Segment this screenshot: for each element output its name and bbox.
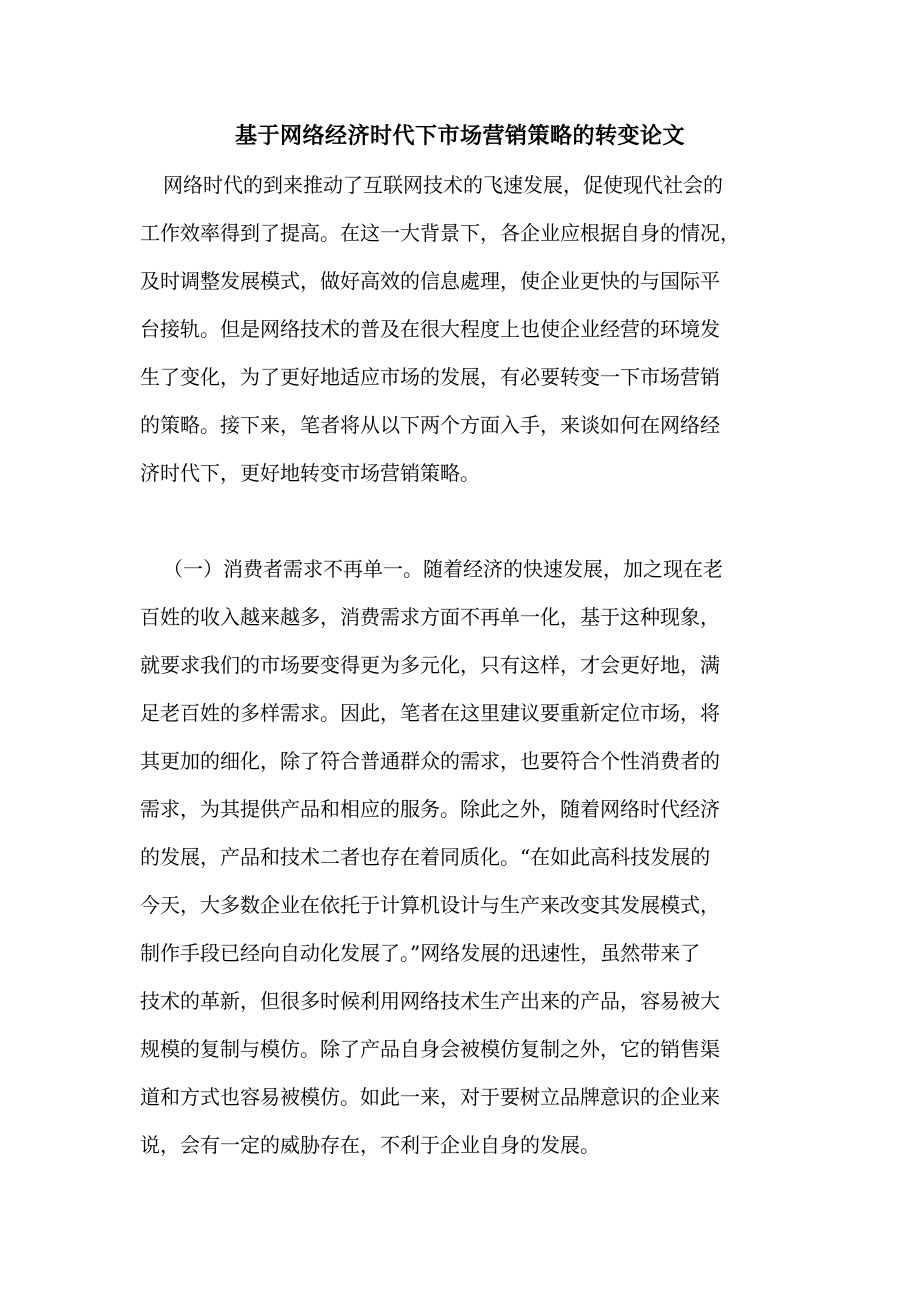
paragraph-2-line: 道和方式也容易被模仿。如此一来，对于要树立品牌意识的企业来	[140, 1085, 720, 1109]
paragraph-2-line: 规模的复制与模仿。除了产品自身会被模仿复制之外，它的销售渠	[140, 1037, 720, 1061]
paragraph-2-line: 就要求我们的市场要变得更为多元化，只有这样，才会更好地，满	[140, 653, 720, 677]
paragraph-2-line: 百姓的收入越来越多，消费需求方面不再单一化，基于这种现象，	[140, 605, 720, 629]
paragraph-1-line: 工作效率得到了提高。在这一大背景下，各企业应根据自身的情况，	[140, 221, 740, 245]
paragraph-1-line: 台接轨。但是网络技术的普及在很大程度上也使企业经营的环境发	[140, 317, 720, 341]
paragraph-1-line: 济时代下，更好地转变市场营销策略。	[140, 461, 480, 485]
paragraph-1-line: 及时调整发展模式，做好高效的信息處理，使企业更快的与国际平	[140, 269, 720, 293]
document-title: 基于网络经济时代下市场营销策略的转变论文	[234, 123, 685, 149]
paragraph-1-line: 网络时代的到来推动了互联网技术的飞速发展，促使现代社会的	[163, 173, 723, 197]
paragraph-2-line: 今天，大多数企业在依托于计算机设计与生产来改变其发展模式，	[140, 893, 720, 917]
paragraph-2-line: 足老百姓的多样需求。因此，笔者在这里建议要重新定位市场，将	[140, 701, 720, 725]
paragraph-2-line: （一）消费者需求不再单一。随着经济的快速发展，加之现在老	[163, 557, 723, 581]
paragraph-2-line: 技术的革新，但很多时候利用网络技术生产出来的产品，容易被大	[140, 989, 720, 1013]
paragraph-2-line: 需求，为其提供产品和相应的服务。除此之外，随着网络时代经济	[140, 797, 720, 821]
paragraph-2-line: 制作手段已经向自动化发展了。”网络发展的迅速性，虽然带来了	[140, 941, 701, 965]
paragraph-2-line: 说，会有一定的威胁存在，不利于企业自身的发展。	[140, 1133, 600, 1157]
paragraph-2-line: 其更加的细化，除了符合普通群众的需求，也要符合个性消费者的	[140, 749, 720, 773]
paragraph-1-line: 的策略。接下来，笔者将从以下两个方面入手，来谈如何在网络经	[140, 413, 720, 437]
paragraph-2-line: 的发展，产品和技术二者也存在着同质化。“在如此高科技发展的	[140, 845, 711, 869]
paragraph-1-line: 生了变化，为了更好地适应市场的发展，有必要转变一下市场营销	[140, 365, 720, 389]
